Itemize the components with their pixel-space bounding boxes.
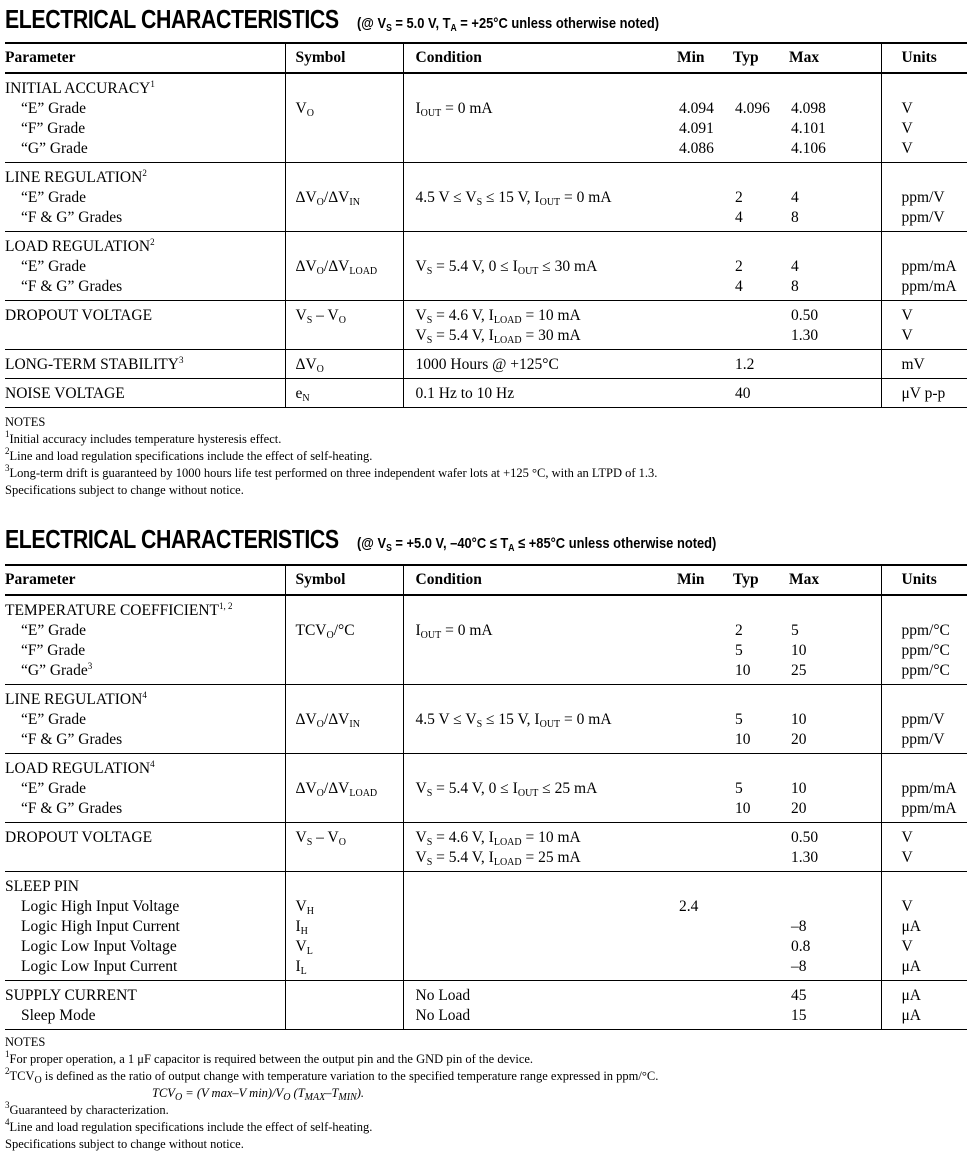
condition-cell: $I_{OUT} = 0$ mA [403, 73, 677, 163]
typ-cell: 2 4 [733, 232, 789, 301]
condition-cell: 4.5 $V \le V_S \le 15$ V, $I_{OUT} = 0$ mA [403, 163, 677, 232]
parameter-cell: LINE REGULATION$^4$ “E” Grade “F & G” Grades [5, 685, 285, 754]
header-condition: Condition [403, 565, 677, 595]
condition-cell: $V_S = 5.4$ V, $0 \le I_{OUT} \le 30$ mA [403, 232, 677, 301]
max-cell: 10 20 [789, 685, 881, 754]
spec-section-2 [0, 522, 972, 1153]
section-title: ELECTRICAL CHARACTERISTICS [5, 4, 339, 34]
parameter-cell: SUPPLY CURRENT Sleep Mode [5, 981, 285, 1030]
min-cell [677, 595, 733, 685]
typ-cell [733, 981, 789, 1030]
table-row [5, 350, 967, 379]
parameter-cell: LOAD REGULATION$^4$ “E” Grade “F & G” Grades [5, 754, 285, 823]
condition-cell: 0.1 Hz to 10 Hz [403, 379, 677, 408]
min-cell: 2.4 [677, 872, 733, 981]
max-cell: 0.50 1.30 [789, 823, 881, 872]
typ-cell [733, 301, 789, 350]
table-header-row [5, 565, 967, 595]
condition-cell: $I_{OUT} = 0$ mA [403, 595, 677, 685]
units-cell: V V [881, 301, 967, 350]
condition-cell [403, 872, 677, 981]
spec-section-1 [0, 2, 972, 499]
min-cell [677, 685, 733, 754]
symbol-cell: $\Delta V_O/\Delta V_{LOAD}$ [285, 232, 403, 301]
symbol-cell: $\Delta V_O/\Delta V_{LOAD}$ [285, 754, 403, 823]
min-cell [677, 163, 733, 232]
units-cell: V V [881, 823, 967, 872]
min-cell [677, 754, 733, 823]
spec-table [5, 564, 967, 1030]
notes-footer: Specifications subject to change without notice. [5, 483, 244, 497]
table-header-row [5, 43, 967, 73]
notes-footer: Specifications subject to change without notice. [5, 1137, 244, 1151]
table-row [5, 685, 967, 754]
typ-cell: 5 10 [733, 685, 789, 754]
table-row [5, 163, 967, 232]
typ-cell [733, 872, 789, 981]
max-cell [789, 379, 881, 408]
min-cell [677, 379, 733, 408]
table-row [5, 595, 967, 685]
typ-cell: 5 10 [733, 754, 789, 823]
min-cell: 4.094 4.091 4.086 [677, 73, 733, 163]
header-symbol: Symbol [285, 565, 403, 595]
note-3: $^3$Guaranteed by characterization. [5, 1100, 169, 1117]
typ-cell: 1.2 [733, 350, 789, 379]
parameter-cell: INITIAL ACCURACY$^1$ “E” Grade “F” Grade “G” Grade [5, 73, 285, 163]
header-parameter: Parameter [5, 43, 285, 73]
symbol-cell [285, 981, 403, 1030]
units-cell: ppm/V ppm/V [881, 685, 967, 754]
table-row [5, 872, 967, 981]
header-units: Units [881, 43, 967, 73]
symbol-cell: $V_O$ [285, 73, 403, 163]
header-condition: Condition [403, 43, 677, 73]
min-cell [677, 981, 733, 1030]
header-units: Units [881, 565, 967, 595]
parameter-cell: DROPOUT VOLTAGE [5, 301, 285, 350]
note-3: $^3$Long-term drift is guaranteed by 1000 hours life test performed on three independent wafer lots at +125 °C, with an LTPD of 1.3. [5, 463, 658, 480]
table-row [5, 301, 967, 350]
table-row [5, 981, 967, 1030]
condition-cell: $V_S = 5.4$ V, $0 \le I_{OUT} \le 25$ mA [403, 754, 677, 823]
units-cell: ppm/mA ppm/mA [881, 754, 967, 823]
units-cell: μA μA [881, 981, 967, 1030]
table-row [5, 754, 967, 823]
header-max: Max [789, 43, 881, 73]
typ-cell: 40 [733, 379, 789, 408]
symbol-cell: $e_N$ [285, 379, 403, 408]
min-cell [677, 301, 733, 350]
parameter-cell: DROPOUT VOLTAGE [5, 823, 285, 872]
max-cell: 4.098 4.101 4.106 [789, 73, 881, 163]
parameter-cell: TEMPERATURE COEFFICIENT$^{1, 2}$ “E” Grade “F” Grade “G” Grade$^3$ [5, 595, 285, 685]
spec-table [5, 42, 967, 408]
note-4: $^4$Line and load regulation specifications include the effect of self-heating. [5, 1117, 373, 1134]
symbol-cell: $\Delta V_O/\Delta V_{IN}$ [285, 685, 403, 754]
typ-cell [733, 823, 789, 872]
units-cell: mV [881, 350, 967, 379]
parameter-cell: LOAD REGULATION$^2$ “E” Grade “F & G” Grades [5, 232, 285, 301]
header-min: Min [677, 43, 733, 73]
table-row [5, 379, 967, 408]
note-formula: $TCV_O = (V$ max–V $\min)/V_O$ $(T_{MAX}-T_{MIN})$. [152, 1086, 365, 1103]
table-row [5, 232, 967, 301]
header-typ: Typ [733, 43, 789, 73]
section-title: ELECTRICAL CHARACTERISTICS [5, 524, 339, 554]
max-cell: 4 8 [789, 163, 881, 232]
note-1: $^1$For proper operation, a 1 μF capacitor is required between the output pin and the GND pin of the device. [5, 1049, 534, 1066]
max-cell: 0.50 1.30 [789, 301, 881, 350]
header-max: Max [789, 565, 881, 595]
symbol-cell: $V_S - V_O$ [285, 823, 403, 872]
symbol-cell: $TCV_O/^\circ C$ [285, 595, 403, 685]
section-heading [0, 522, 972, 556]
symbol-cell: $\Delta V_O$ [285, 350, 403, 379]
header-parameter: Parameter [5, 565, 285, 595]
header-symbol: Symbol [285, 43, 403, 73]
symbol-cell: $\Delta V_O/\Delta V_{IN}$ [285, 163, 403, 232]
header-typ: Typ [733, 565, 789, 595]
condition-cell: $V_S = 4.6$ V, $I_{LOAD} = 10$ mA $V_S = 5.4$ V, $I_{LOAD} = 30$ mA [403, 301, 677, 350]
typ-cell: 2 5 10 [733, 595, 789, 685]
typ-cell: 4.096 [733, 73, 789, 163]
min-cell [677, 350, 733, 379]
units-cell: μV p-p [881, 379, 967, 408]
parameter-cell: SLEEP PIN Logic High Input Voltage Logic High Input Current Logic Low Input Voltage Logic Low Input Current [5, 872, 285, 981]
section-condition: (@ $V_S = 5.0$ V, $T_A = +25^\circ C$ unless otherwise noted) [357, 15, 660, 34]
condition-cell: 1000 Hours @ +125°C [403, 350, 677, 379]
section-heading [0, 2, 972, 36]
max-cell: 5 10 25 [789, 595, 881, 685]
typ-cell: 2 4 [733, 163, 789, 232]
symbol-cell: $V_S - V_O$ [285, 301, 403, 350]
max-cell: 4 8 [789, 232, 881, 301]
note-2: $^2TCV_O$ is defined as the ratio of output change with temperature variation to the specified temperature range expressed in ppm/°C. [5, 1066, 659, 1086]
symbol-cell: $V_H$ $I_H$ $V_L$ $I_L$ [285, 872, 403, 981]
notes-heading: NOTES [5, 1035, 46, 1049]
min-cell [677, 232, 733, 301]
units-cell: ppm/°C ppm/°C ppm/°C [881, 595, 967, 685]
parameter-cell: LINE REGULATION$^2$ “E” Grade “F & G” Grades [5, 163, 285, 232]
units-cell: ppm/mA ppm/mA [881, 232, 967, 301]
parameter-cell: LONG-TERM STABILITY$^3$ [5, 350, 285, 379]
parameter-cell: NOISE VOLTAGE [5, 379, 285, 408]
condition-cell: No Load No Load [403, 981, 677, 1030]
units-cell: V μA V μA [881, 872, 967, 981]
note-1: $^1$Initial accuracy includes temperature hysteresis effect. [5, 429, 282, 446]
table-row [5, 73, 967, 163]
table-row [5, 823, 967, 872]
max-cell: –8 0.8 –8 [789, 872, 881, 981]
header-min: Min [677, 565, 733, 595]
notes-block [0, 1034, 972, 1153]
units-cell: V V V [881, 73, 967, 163]
max-cell: 10 20 [789, 754, 881, 823]
section-condition: (@ $V_S = +5.0$ V, $-40^\circ C \le T_A \le +85^\circ C$ unless otherwise noted) [357, 535, 717, 554]
condition-cell: 4.5 $V \le V_S \le 15$ V, $I_{OUT} = 0$ mA [403, 685, 677, 754]
condition-cell: $V_S = 4.6$ V, $I_{LOAD} = 10$ mA $V_S = 5.4$ V, $I_{LOAD} = 25$ mA [403, 823, 677, 872]
max-cell [789, 350, 881, 379]
max-cell: 45 15 [789, 981, 881, 1030]
notes-block [0, 414, 972, 499]
note-2: $^2$Line and load regulation specifications include the effect of self-heating. [5, 446, 373, 463]
units-cell: ppm/V ppm/V [881, 163, 967, 232]
notes-heading: NOTES [5, 415, 46, 429]
min-cell [677, 823, 733, 872]
